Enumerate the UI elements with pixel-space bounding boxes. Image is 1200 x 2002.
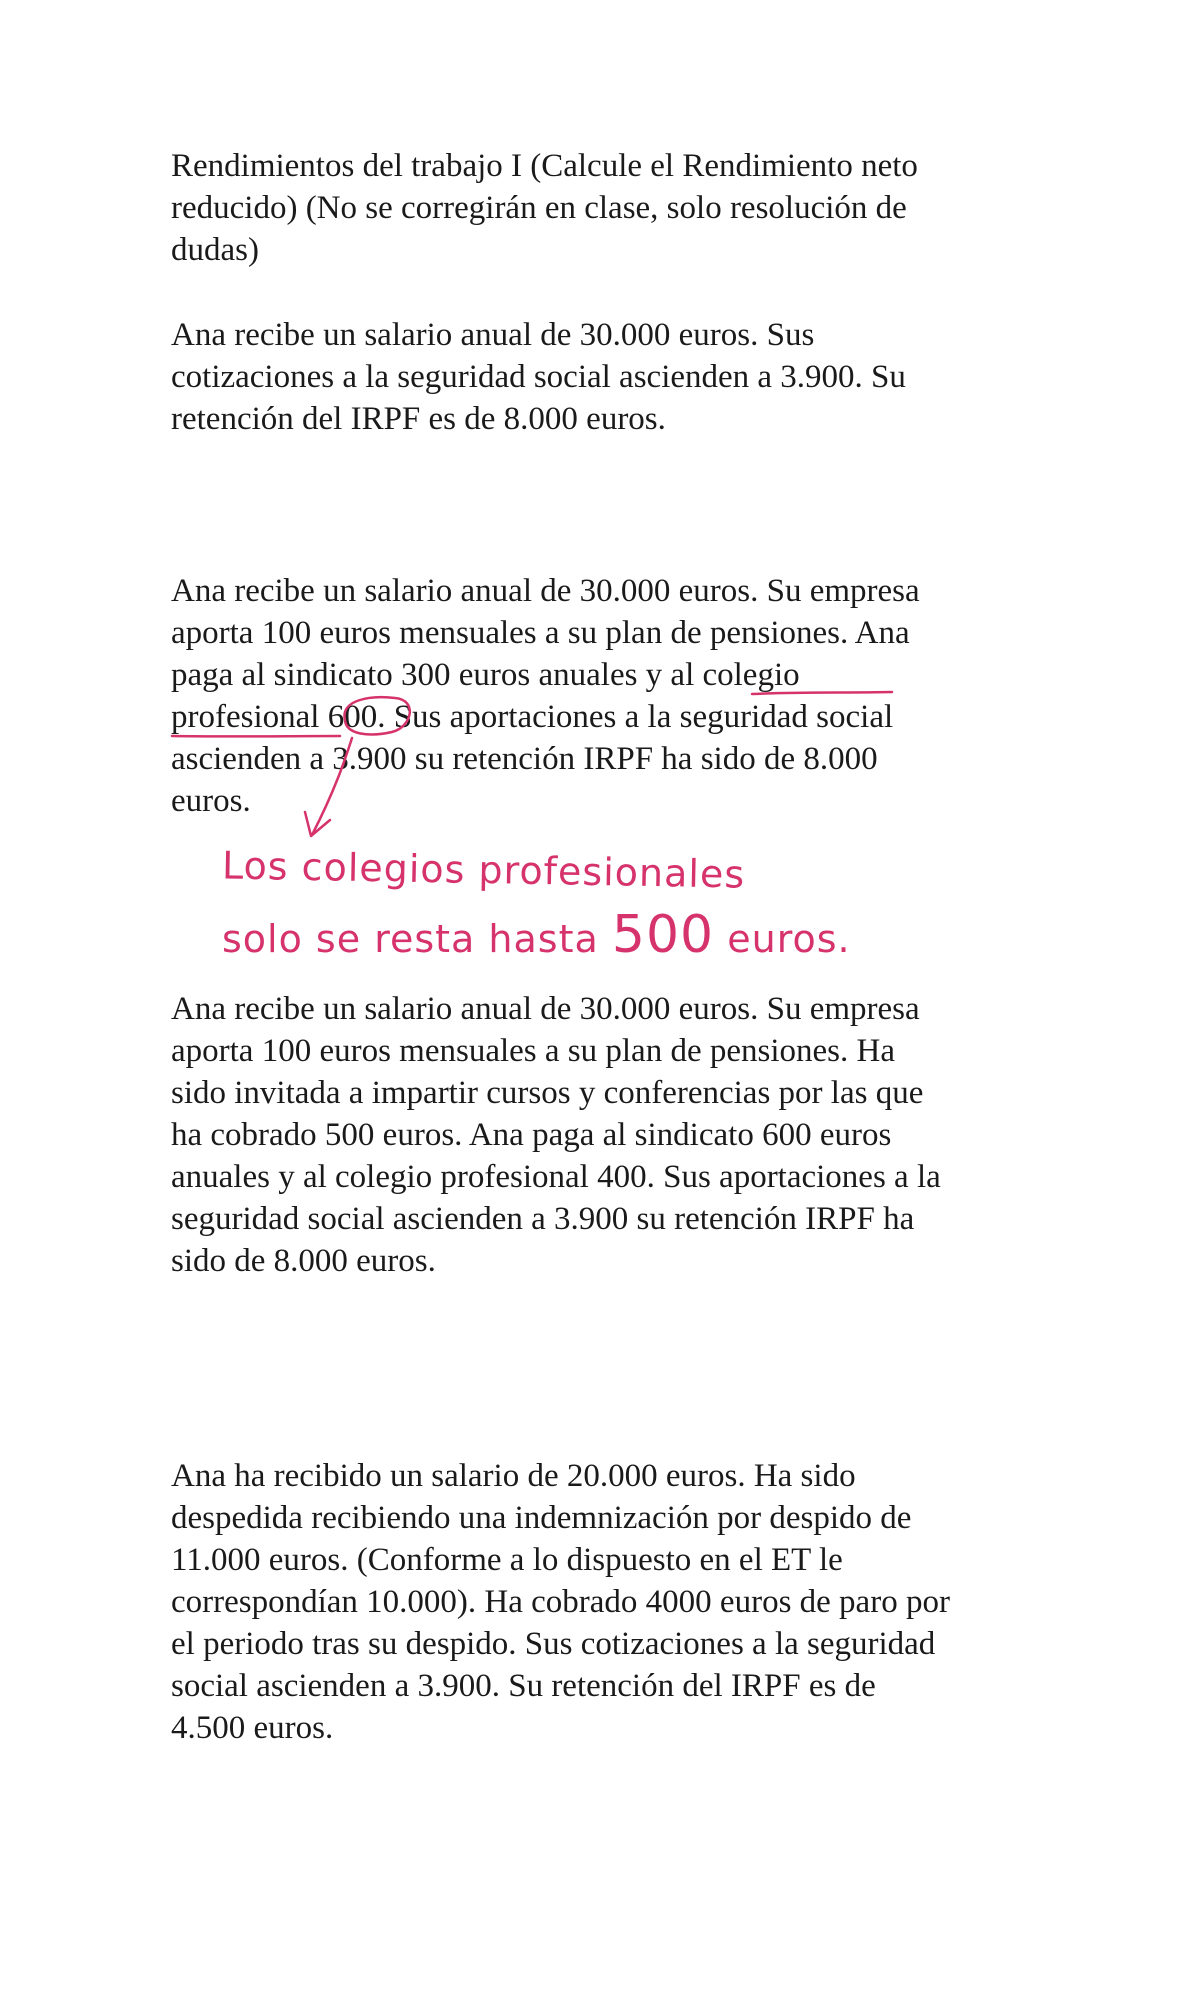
exercise-line: social ascienden a 3.900. Su retención del IRPF es de bbox=[171, 1668, 876, 1704]
exercise-line: ha cobrado 500 euros. Ana paga al sindicato 600 euros bbox=[171, 1117, 892, 1153]
exercise-line: Ana recibe un salario anual de 30.000 euros. Su empresa bbox=[171, 991, 920, 1027]
exercise-line: 11.000 euros. (Conforme a lo dispuesto en el ET le bbox=[171, 1542, 843, 1578]
handwritten-note-line-2 bbox=[222, 905, 851, 965]
exercise-line: cotizaciones a la seguridad social ascienden a 3.900. Su bbox=[171, 359, 906, 395]
title-line: dudas) bbox=[171, 232, 259, 268]
title-line: Rendimientos del trabajo I (Calcule el Rendimiento neto bbox=[171, 148, 918, 184]
exercise-line: seguridad social ascienden a 3.900 su retención IRPF ha bbox=[171, 1201, 915, 1237]
exercise-line: aporta 100 euros mensuales a su plan de pensiones. Ana bbox=[171, 615, 910, 651]
exercise-line: retención del IRPF es de 8.000 euros. bbox=[171, 401, 666, 437]
exercise-line: euros. bbox=[171, 783, 251, 819]
arrow-head bbox=[305, 812, 330, 836]
exercise-line: 4.500 euros. bbox=[171, 1710, 334, 1746]
exercise-line: Ana ha recibido un salario de 20.000 euros. Ha sido bbox=[171, 1458, 856, 1494]
exercise-line: Ana recibe un salario anual de 30.000 euros. Sus bbox=[171, 317, 815, 353]
exercise-line: sido de 8.000 euros. bbox=[171, 1243, 436, 1279]
handwritten-note-start: solo se resta hasta bbox=[222, 917, 599, 961]
exercise-line: anuales y al colegio profesional 400. Sus aportaciones a la bbox=[171, 1159, 941, 1195]
handwritten-note-line-1: Los colegios profesionales bbox=[221, 843, 746, 897]
exercise-line: paga al sindicato 300 euros anuales y al colegio bbox=[171, 657, 800, 693]
title-line: reducido) (No se corregirán en clase, solo resolución de bbox=[171, 190, 907, 226]
handwritten-note-amount: 500 bbox=[611, 905, 715, 965]
handwritten-note-end: euros. bbox=[727, 917, 851, 961]
exercise-line: despedida recibiendo una indemnización por despido de bbox=[171, 1500, 912, 1536]
exercise-line: aporta 100 euros mensuales a su plan de pensiones. Ha bbox=[171, 1033, 895, 1069]
exercise-line: profesional 600. Sus aportaciones a la seguridad social bbox=[171, 699, 894, 735]
exercise-line: Ana recibe un salario anual de 30.000 euros. Su empresa bbox=[171, 573, 920, 609]
exercise-line: ascienden a 3.900 su retención IRPF ha sido de 8.000 bbox=[171, 741, 878, 777]
exercise-line: sido invitada a impartir cursos y conferencias por las que bbox=[171, 1075, 924, 1111]
exercise-line: correspondían 10.000). Ha cobrado 4000 euros de paro por bbox=[171, 1584, 950, 1620]
exercise-line: el periodo tras su despido. Sus cotizaciones a la seguridad bbox=[171, 1626, 936, 1662]
